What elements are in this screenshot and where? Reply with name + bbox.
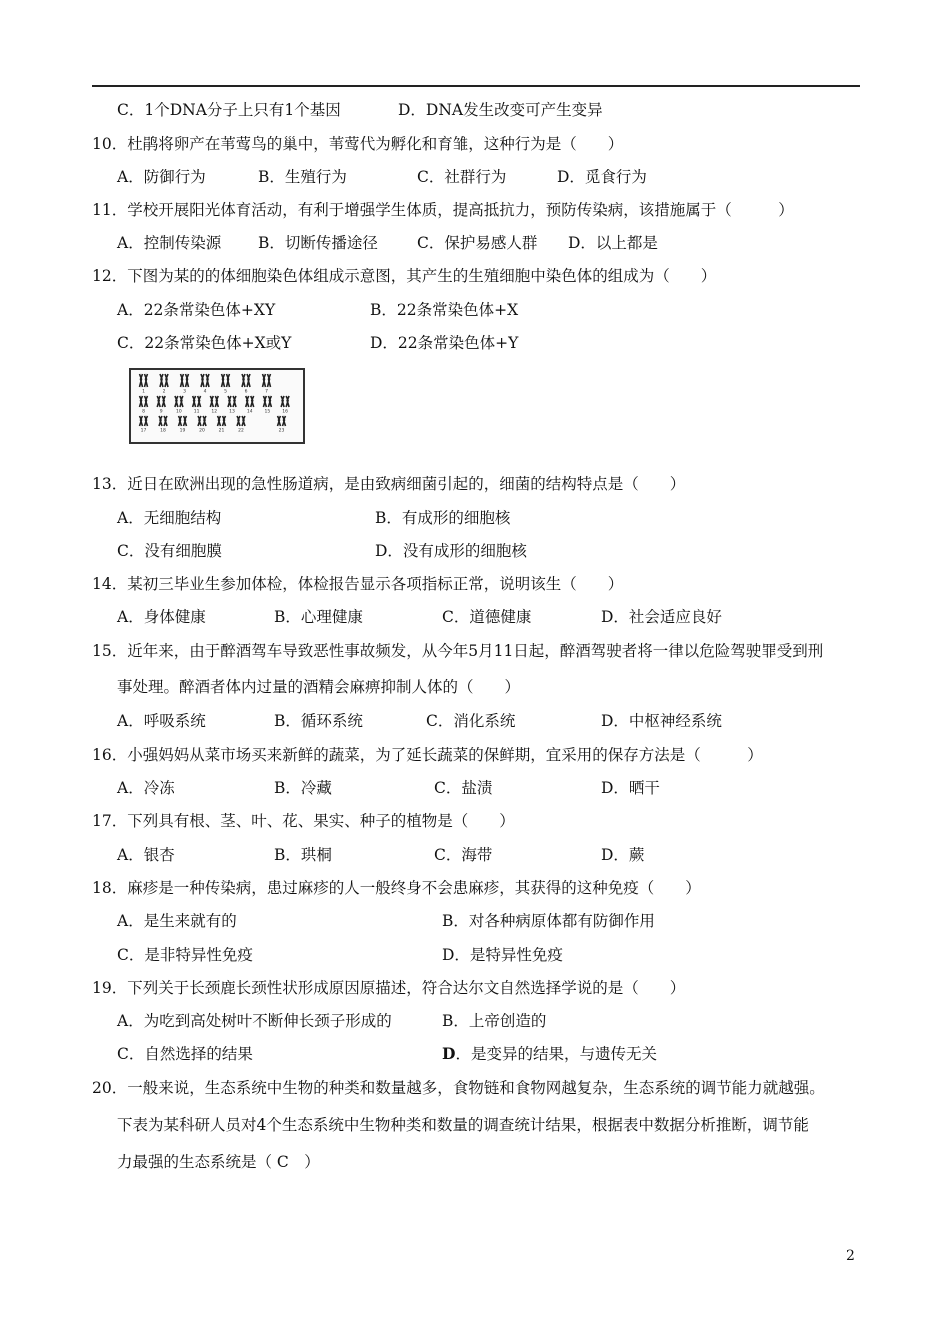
header-rule xyxy=(92,85,860,87)
option-q18-opts-2-0: C．是非特异性免疫 xyxy=(117,946,253,964)
chromosome-pair-15 xyxy=(263,396,271,407)
option-q15-opts-2: C．消化系统 xyxy=(426,712,516,730)
question-continuation-q20-cont-1: 下表为某科研人员对4个生态系统中生物种类和数量的调查统计结果，根据表中数据分析推断，调节能 xyxy=(117,1116,809,1134)
chromosome-pair-20 xyxy=(198,416,206,426)
option-q15-opts-3: D．中枢神经系统 xyxy=(601,712,722,730)
option-q16-opts-3: D．晒干 xyxy=(601,779,660,797)
question-continuation-q20-cont-2: 力最强的生态系统是（ C ） xyxy=(117,1153,320,1171)
question-continuation-q15-cont: 事处理。醉酒者体内过量的酒精会麻痹抑制人体的（ ） xyxy=(117,678,521,696)
question-q10: 10．杜鹃将卵产在苇莺鸟的巢中，苇莺代为孵化和育雏，这种行为是（ ） xyxy=(92,135,624,153)
chromosome-3-1 xyxy=(181,374,184,387)
chromosome-17-2 xyxy=(145,416,148,426)
option-q13-opts-1-0: A．无细胞结构 xyxy=(117,509,222,527)
chromosome-pair-22 xyxy=(237,416,245,426)
option-q11-opts-1: B．切断传播途径 xyxy=(258,234,378,252)
chromosome-19-1 xyxy=(179,416,182,426)
question-q15: 15．近年来，由于醉酒驾车导致恶性事故频发，从今年5月11日起，醉酒驾驶者将一律以危险驾驶罪受到刑 xyxy=(92,642,824,660)
chromosome-label-19: 19 xyxy=(179,428,186,434)
option-q19-opts-2-0: C．自然选择的结果 xyxy=(117,1045,253,1063)
option-q13-opts-2-0: C．没有细胞膜 xyxy=(117,542,222,560)
question-q11: 11．学校开展阳光体育活动，有利于增强学生体质，提高抵抗力，预防传染病，该措施属于（ ） xyxy=(92,201,794,219)
chromosome-21-1 xyxy=(218,416,221,426)
option-q11-opts-0: A．控制传染源 xyxy=(117,234,222,252)
chromosome-label-18: 18 xyxy=(160,428,166,434)
option-q13-opts-1-1: B．有成形的细胞核 xyxy=(375,509,511,527)
chromosome-pair-7 xyxy=(263,374,271,387)
chromosome-pair-11 xyxy=(193,396,201,407)
chromosome-16-2 xyxy=(286,396,289,407)
chromosome-pair-2 xyxy=(160,374,168,387)
chromosome-pair-18 xyxy=(159,416,167,426)
option-q10-opts-2: C．社群行为 xyxy=(417,168,507,186)
question-q14: 14．某初三毕业生参加体检，体检报告显示各项指标正常，说明该生（ ） xyxy=(92,575,624,593)
chromosome-14-2 xyxy=(251,396,254,407)
option-q15-opts-0: A．呼吸系统 xyxy=(117,712,206,730)
chromosome-pair-6 xyxy=(242,374,250,387)
chromosome-pair-5 xyxy=(222,374,230,387)
chromosome-label-7: 7 xyxy=(265,389,268,395)
chromosome-label-22: 22 xyxy=(238,428,244,434)
chromosome-5-1 xyxy=(222,374,225,387)
chromosome-pair-19 xyxy=(179,416,187,426)
chromosome-pair-3 xyxy=(181,374,189,387)
chromosome-label-4: 4 xyxy=(203,389,207,395)
question-q20: 20．一般来说，生态系统中生物的种类和数量越多，食物链和食物网越复杂，生态系统的调节能力就越强。 xyxy=(92,1079,825,1097)
option-q14-opts-3: D．社会适应良好 xyxy=(601,608,722,626)
chromosome-label-1: 1 xyxy=(142,389,145,395)
chromosome-10-1 xyxy=(175,396,178,407)
question-q13: 13．近日在欧洲出现的急性肠道病，是由致病细菌引起的，细菌的结构特点是（ ） xyxy=(92,475,686,493)
chromosome-8-1 xyxy=(140,396,143,407)
chromosome-16-1 xyxy=(281,396,284,407)
chromosome-7-1 xyxy=(263,374,266,387)
chromosome-9-2 xyxy=(162,396,165,407)
chromosome-pair-14 xyxy=(246,396,254,407)
chromosome-pair-10 xyxy=(175,396,183,407)
chromosome-22-2 xyxy=(242,416,245,426)
chromosome-14-1 xyxy=(246,396,249,407)
chromosome-label-8: 8 xyxy=(142,409,145,415)
option-q9-opts-0: C．1个DNA分子上只有1个基因 xyxy=(117,101,341,119)
question-q19: 19．下列关于长颈鹿长颈性状形成原因原描述，符合达尔文自然选择学说的是（ ） xyxy=(92,979,686,997)
option-q12-opts-2-1: D．22条常染色体+Y xyxy=(370,334,519,352)
chromosome-8-2 xyxy=(145,396,148,407)
chromosome-18-1 xyxy=(159,416,162,426)
chromosome-label-21: 21 xyxy=(218,428,225,434)
chromosome-pair-1 xyxy=(140,374,148,387)
question-q12: 12．下图为某的的体细胞染色体组成示意图，其产生的生殖细胞中染色体的组成为（ ） xyxy=(92,267,717,285)
chromosome-pair-4 xyxy=(201,374,209,387)
chromosome-1-1 xyxy=(140,374,143,387)
option-q13-opts-2-1: D．没有成形的细胞核 xyxy=(375,542,527,560)
option-q17-opts-1: B．珙桐 xyxy=(274,846,332,864)
chromosome-label-23: 23 xyxy=(278,428,285,434)
option-q11-opts-2: C．保护易感人群 xyxy=(417,234,538,252)
chromosome-pair-9 xyxy=(157,396,165,407)
chromosome-label-12: 12 xyxy=(211,409,218,415)
chromosome-7-2 xyxy=(268,374,271,387)
chromosome-marks xyxy=(140,374,290,426)
chromosome-label-3: 3 xyxy=(183,389,186,395)
chromosome-15-2 xyxy=(268,396,271,407)
chromosome-labels xyxy=(141,389,288,434)
option-q11-opts-3: D．以上都是 xyxy=(568,234,658,252)
question-q17: 17．下列具有根、茎、叶、花、果实、种子的植物是（ ） xyxy=(92,812,515,830)
chromosome-label-10: 10 xyxy=(176,409,182,415)
chromosome-20-1 xyxy=(198,416,201,426)
option-q14-opts-2: C．道德健康 xyxy=(442,608,532,626)
option-q19-opts-1-1: B．上帝创造的 xyxy=(442,1012,547,1030)
chromosome-2-2 xyxy=(165,374,168,387)
chromosome-4-1 xyxy=(201,374,204,387)
chromosome-11-1 xyxy=(193,396,196,407)
chromosome-label-9: 9 xyxy=(159,409,163,415)
karyotype-figure xyxy=(129,368,305,444)
chromosome-label-5: 5 xyxy=(224,389,227,395)
chromosome-9-1 xyxy=(157,396,160,407)
option-q12-opts-1-0: A．22条常染色体+XY xyxy=(117,301,276,319)
chromosome-15-1 xyxy=(263,396,266,407)
option-q17-opts-3: D．蕨 xyxy=(601,846,645,864)
chromosome-pair-16 xyxy=(281,396,289,407)
option-q18-opts-1-1: B．对各种病原体都有防御作用 xyxy=(442,912,655,930)
chromosome-12-1 xyxy=(210,396,213,407)
option-q16-opts-2: C．盐渍 xyxy=(434,779,493,797)
chromosome-label-2: 2 xyxy=(162,389,166,395)
chromosome-11-2 xyxy=(198,396,201,407)
option-q14-opts-0: A．身体健康 xyxy=(117,608,206,626)
chromosome-label-6: 6 xyxy=(244,389,248,395)
chromosome-pair-21 xyxy=(218,416,226,426)
chromosome-pair-23 xyxy=(278,416,286,426)
option-q18-opts-1-0: A．是生来就有的 xyxy=(117,912,237,930)
option-q10-opts-0: A．防御行为 xyxy=(117,168,206,186)
chromosome-20-2 xyxy=(203,416,206,426)
chromosome-12-2 xyxy=(215,396,218,407)
chromosome-22-1 xyxy=(237,416,240,426)
chromosome-19-2 xyxy=(184,416,187,426)
option-q17-opts-2: C．海带 xyxy=(434,846,493,864)
option-q12-opts-1-1: B．22条常染色体+X xyxy=(370,301,519,319)
chromosome-13-1 xyxy=(228,396,231,407)
chromosome-1-2 xyxy=(145,374,148,387)
option-q16-opts-1: B．冷藏 xyxy=(274,779,332,797)
option-q12-opts-2-0: C．22条常染色体+X或Y xyxy=(117,334,292,352)
chromosome-pair-12 xyxy=(210,396,218,407)
chromosome-label-14: 14 xyxy=(246,409,253,415)
option-q17-opts-0: A．银杏 xyxy=(117,846,175,864)
option-q10-opts-3: D．觅食行为 xyxy=(557,168,647,186)
chromosome-2-1 xyxy=(160,374,163,387)
chromosome-23-1 xyxy=(278,416,281,426)
chromosome-17-1 xyxy=(140,416,143,426)
option-q10-opts-1: B．生殖行为 xyxy=(258,168,347,186)
chromosome-23-2 xyxy=(283,416,286,426)
option-q18-opts-2-1: D．是特异性免疫 xyxy=(442,946,563,964)
question-q16: 16．小强妈妈从菜市场买来新鲜的蔬菜，为了延长蔬菜的保鲜期，宜采用的保存方法是（ ） xyxy=(92,746,763,764)
chromosome-label-16: 16 xyxy=(282,409,288,415)
option-q19-opts-1-0: A．为吃到高处树叶不断伸长颈子形成的 xyxy=(117,1012,392,1030)
chromosome-10-2 xyxy=(180,396,183,407)
chromosome-label-20: 20 xyxy=(199,428,205,434)
option-q15-opts-1: B．循环系统 xyxy=(274,712,363,730)
chromosome-label-13: 13 xyxy=(229,409,235,415)
chromosome-6-2 xyxy=(247,374,250,387)
chromosome-21-2 xyxy=(223,416,226,426)
chromosome-label-17: 17 xyxy=(140,428,147,434)
chromosome-pair-8 xyxy=(140,396,148,407)
chromosome-pair-17 xyxy=(140,416,148,426)
chromosome-5-2 xyxy=(227,374,230,387)
option-q9-opts-1: D．DNA发生改变可产生变异 xyxy=(398,101,603,119)
question-q18: 18．麻疹是一种传染病，患过麻疹的人一般终身不会患麻疹，其获得的这种免疫（ ） xyxy=(92,879,701,897)
chromosome-18-2 xyxy=(164,416,167,426)
option-q14-opts-1: B．心理健康 xyxy=(274,608,363,626)
chromosome-6-1 xyxy=(242,374,245,387)
chromosome-label-11: 11 xyxy=(193,409,200,415)
page-number: 2 xyxy=(846,1248,855,1264)
chromosome-label-15: 15 xyxy=(264,409,271,415)
option-q19-opts-2-1: D．是变异的结果，与遗传无关 xyxy=(442,1044,657,1063)
option-q16-opts-0: A．冷冻 xyxy=(117,779,175,797)
chromosome-4-2 xyxy=(206,374,209,387)
chromosome-pair-13 xyxy=(228,396,236,407)
chromosome-13-2 xyxy=(233,396,236,407)
chromosome-3-2 xyxy=(186,374,189,387)
